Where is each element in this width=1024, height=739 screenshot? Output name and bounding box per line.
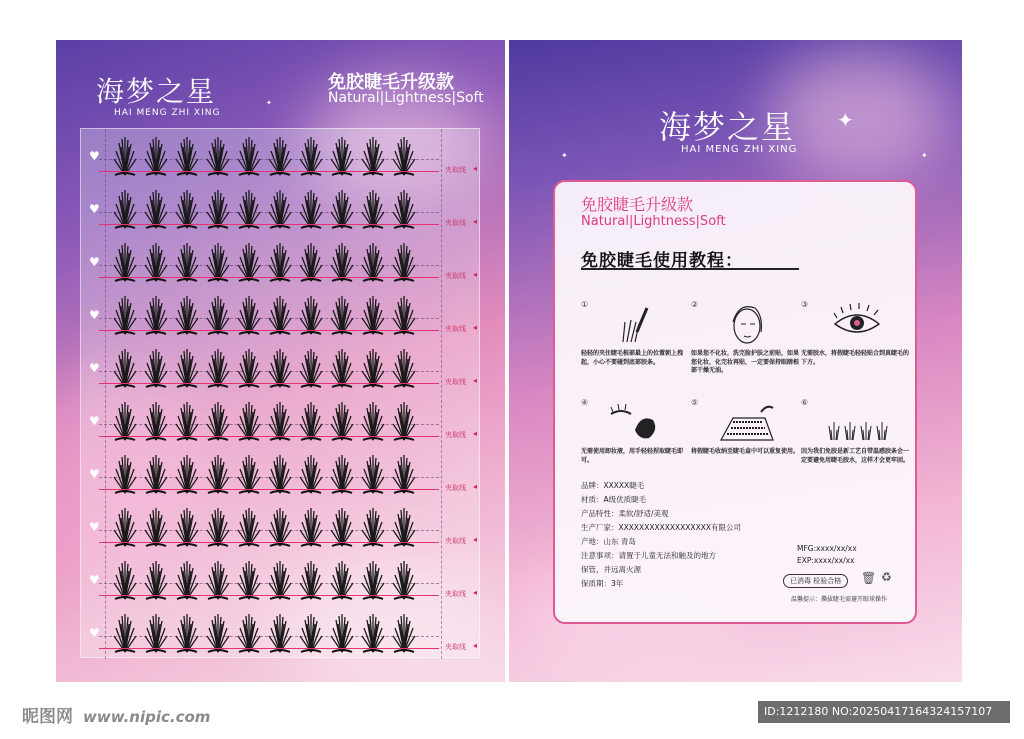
- info-caution: 注意事项：请置于儿童无法和触及的地方: [581, 551, 716, 560]
- lash-box-icon: [711, 400, 781, 444]
- clip-line-label: 夹取线: [445, 219, 466, 227]
- step-text: 无需胶水，将假睫毛轻轻贴合到真睫毛的下方。: [801, 350, 910, 366]
- heart-icon: ♥: [89, 308, 100, 322]
- lash-clusters: [113, 396, 433, 446]
- arrow-left-icon: ◂: [473, 164, 478, 173]
- sparkle-icon: ✦: [921, 151, 928, 160]
- step-text: 轻轻的夹住睫毛根部最上的位置朝上拽起，小心不要碰到底部胶条。: [581, 350, 684, 366]
- quality-badge: 已消毒 检验合格: [783, 574, 848, 588]
- info-brand: 品牌：XXXXX睫毛: [581, 481, 645, 490]
- arrow-left-icon: ◂: [473, 588, 478, 597]
- clip-line: [99, 330, 439, 331]
- lash-row: [81, 500, 481, 553]
- brand-name-en: HAI MENG ZHI XING: [681, 144, 798, 155]
- lash-row: [81, 235, 481, 288]
- clip-line-label: 夹取线: [445, 643, 466, 651]
- clip-line: [99, 489, 439, 490]
- lash-row: [81, 606, 481, 659]
- info-shelf-life: 保质期：3年: [581, 579, 624, 588]
- instructions-panel: [509, 40, 962, 682]
- lash-clusters-icon: [821, 400, 891, 444]
- lash-clusters: [113, 237, 433, 287]
- lash-clusters: [113, 502, 433, 552]
- step-number: ③: [801, 300, 809, 309]
- lash-sheet-panel: [56, 40, 505, 682]
- lash-row: [81, 341, 481, 394]
- info-features: 产品特性：柔软/舒适/美观: [581, 509, 669, 518]
- product-title-cn: 免胶睫毛升级款: [328, 72, 454, 93]
- recycle-icon: ♻: [881, 570, 892, 584]
- step-text: 因为我们免胶是新工艺自带温感胶条会一定要避免用睫毛胶水，这样才会更牢固。: [801, 448, 910, 464]
- info-manufacturer: 生产厂家：XXXXXXXXXXXXXXXXXX有限公司: [581, 523, 741, 532]
- clip-line-label: 夹取线: [445, 272, 466, 280]
- lash-clusters: [113, 343, 433, 393]
- sparkle-icon: ✦: [266, 99, 272, 107]
- lash-clusters: [113, 184, 433, 234]
- hand-remove-icon: [601, 400, 671, 444]
- exp-date: EXP:xxxx/xx/xx: [797, 556, 855, 565]
- step-text: 将假睫毛收纳至睫毛盒中可以重复使用。: [691, 448, 800, 455]
- step-text: 如果您不化妆，洗完脸护肤之前贴，如果您化妆，化完妆再贴，一定要保持眼睛根部干燥无油。: [691, 350, 800, 375]
- heart-icon: ♥: [89, 414, 100, 428]
- watermark-site: [22, 702, 210, 727]
- arrow-left-icon: ◂: [473, 376, 478, 385]
- lash-row: [81, 288, 481, 341]
- trash-bin-icon: 🗑: [861, 571, 877, 585]
- arrow-left-icon: ◂: [473, 429, 478, 438]
- title-underline: [581, 268, 799, 270]
- clip-line-label: 夹取线: [445, 537, 466, 545]
- lash-row: [81, 553, 481, 606]
- step-number: ⑥: [801, 398, 809, 407]
- tweezers-lash-icon: [601, 302, 671, 346]
- heart-icon: ♥: [89, 255, 100, 269]
- card-title-en: Natural|Lightness|Soft: [581, 214, 726, 229]
- mfg-date: MFG:xxxx/xx/xx: [797, 544, 857, 553]
- heart-icon: ♥: [89, 573, 100, 587]
- step-number: ②: [691, 300, 699, 309]
- clip-line-label: 夹取线: [445, 484, 466, 492]
- product-title-en: Natural|Lightness|Soft: [328, 90, 484, 106]
- clip-line-label: 夹取线: [445, 431, 466, 439]
- sparkle-icon: ✦: [837, 108, 854, 132]
- step-number: ⑤: [691, 398, 699, 407]
- clip-line: [99, 171, 439, 172]
- clip-line-label: 夹取线: [445, 378, 466, 386]
- clip-line: [99, 595, 439, 596]
- brand-name-cn: 海梦之星: [659, 108, 796, 146]
- heart-icon: ♥: [89, 202, 100, 216]
- clip-line: [99, 224, 439, 225]
- lash-clusters: [113, 131, 433, 181]
- arrow-left-icon: ◂: [473, 217, 478, 226]
- clip-line: [99, 542, 439, 543]
- eye-icon: [821, 302, 891, 346]
- info-material: 材质：A级优质睫毛: [581, 495, 647, 504]
- arrow-left-icon: ◂: [473, 482, 478, 491]
- instruction-card: [553, 180, 917, 624]
- lash-sheet: [80, 128, 480, 658]
- clip-line: [99, 436, 439, 437]
- heart-icon: ♥: [89, 467, 100, 481]
- arrow-left-icon: ◂: [473, 535, 478, 544]
- site-name: 昵图网: [22, 707, 73, 727]
- sparkle-icon: ✦: [561, 151, 568, 160]
- brand-name-en: HAI MENG ZHI XING: [114, 108, 221, 118]
- brand-name-cn: 海梦之星: [96, 75, 217, 108]
- info-origin: 产地：山东 青岛: [581, 537, 636, 546]
- glow-decoration: [769, 50, 949, 180]
- clip-line: [99, 648, 439, 649]
- lash-clusters: [113, 608, 433, 658]
- lash-clusters: [113, 290, 433, 340]
- heart-icon: ♥: [89, 520, 100, 534]
- lash-row: [81, 394, 481, 447]
- arrow-left-icon: ◂: [473, 323, 478, 332]
- clip-line-label: 夹取线: [445, 325, 466, 333]
- face-illustration-icon: [711, 302, 781, 346]
- clip-line: [99, 277, 439, 278]
- clip-line-label: 夹取线: [445, 166, 466, 174]
- info-storage: 保管，并远离火源: [581, 565, 641, 574]
- tutorial-title: 免胶睫毛使用教程：: [581, 251, 743, 271]
- heart-icon: ♥: [89, 361, 100, 375]
- lash-clusters: [113, 449, 433, 499]
- arrow-left-icon: ◂: [473, 641, 478, 650]
- step-number: ①: [581, 300, 589, 309]
- heart-icon: ♥: [89, 149, 100, 163]
- clip-line: [99, 383, 439, 384]
- site-url: www.nipic.com: [83, 708, 211, 726]
- arrow-left-icon: ◂: [473, 270, 478, 279]
- step-text: 无需使用卸妆液，用手轻轻捏取睫毛即可。: [581, 448, 684, 464]
- step-number: ④: [581, 398, 589, 407]
- heart-icon: ♥: [89, 626, 100, 640]
- lash-row: [81, 182, 481, 235]
- lash-row: [81, 447, 481, 500]
- image-id-bar: ID:1212180 NO:20250417164324157107: [758, 701, 1010, 723]
- clip-line-label: 夹取线: [445, 590, 466, 598]
- lash-row: [81, 129, 481, 182]
- lash-clusters: [113, 555, 433, 605]
- warm-tip: 温馨提示：撕拔睫毛需避开眼球操作: [791, 596, 888, 603]
- card-title-cn: 免胶睫毛升级款: [581, 195, 694, 214]
